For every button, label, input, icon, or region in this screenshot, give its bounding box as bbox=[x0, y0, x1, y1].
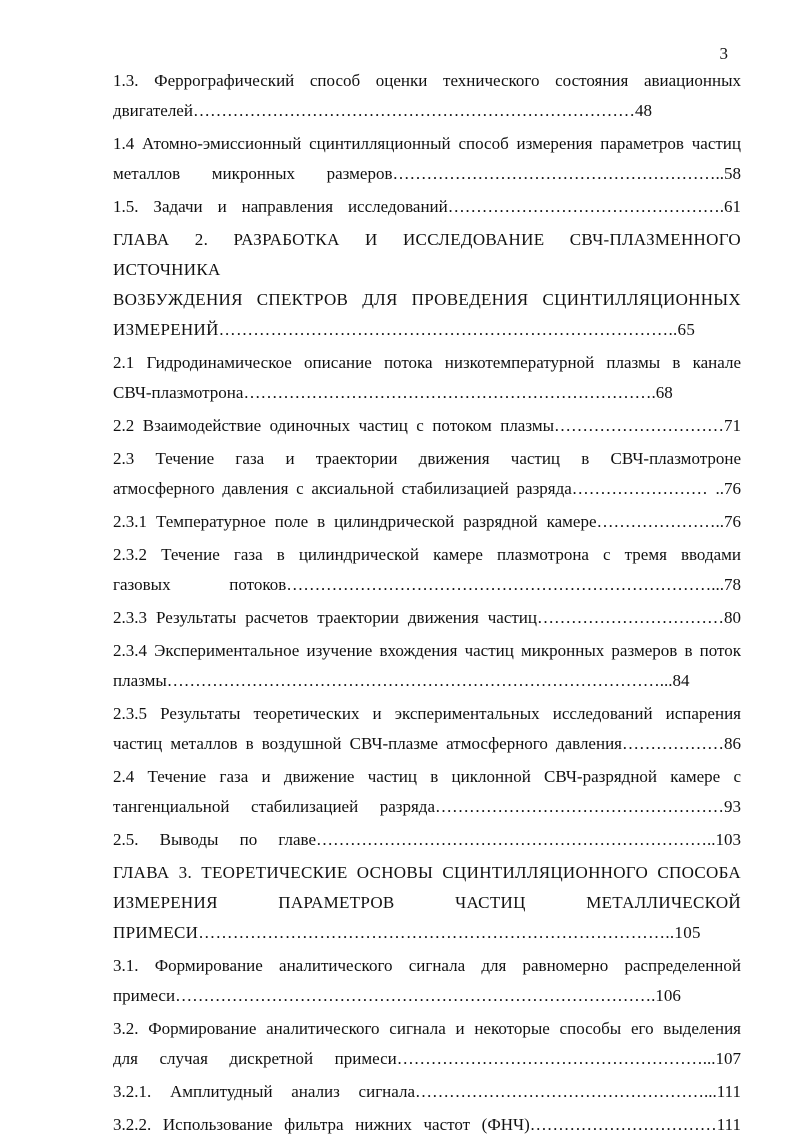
toc-entry-line: для случая дискретной примеси………………………………………………...107 bbox=[113, 1049, 741, 1068]
toc-chapter-line: ИЗМЕРЕНИЙ……………………………………………………………………..65 bbox=[113, 320, 696, 339]
toc-entry-line: 2.1 Гидродинамическое описание потока низкотемпературной плазмы в канале bbox=[113, 353, 741, 372]
page-number: 3 bbox=[719, 44, 728, 63]
toc-chapter-line: ВОЗБУЖДЕНИЯ СПЕКТРОВ ДЛЯ ПРОВЕДЕНИЯ СЦИНТИЛЛЯЦИОННЫХ bbox=[113, 290, 741, 309]
toc-chapter-line: ИЗМЕРЕНИЯ ПАРАМЕТРОВ ЧАСТИЦ МЕТАЛЛИЧЕСКОЙ bbox=[113, 893, 741, 912]
toc-entry-line: атмосферного давления с аксиальной стабилизацией разряда…………………… ..76 bbox=[113, 479, 741, 498]
toc-entry-line: газовых потоков…………………………………………………………………...78 bbox=[113, 575, 741, 594]
toc-chapter-line: ГЛАВА 2. РАЗРАБОТКА И ИССЛЕДОВАНИЕ СВЧ-ПЛАЗМЕННОГО ИСТОЧНИКА bbox=[113, 230, 741, 279]
toc-entry-line: тангенциальной стабилизацией разряда……………………………………………93 bbox=[113, 797, 741, 816]
table-of-contents bbox=[113, 66, 741, 1140]
toc-entry-line: 2.3.4 Экспериментальное изучение вхождения частиц микронных размеров в поток bbox=[113, 641, 741, 660]
toc-entry-line: 1.4 Атомно-эмиссионный сцинтилляционный способ измерения параметров частиц bbox=[113, 134, 741, 153]
toc-entry-line: 2.3.3 Результаты расчетов траектории движения частиц……………………………80 bbox=[113, 608, 741, 627]
toc-entry-line: металлов микронных размеров…………………………………………………..58 bbox=[113, 164, 741, 183]
toc-entry-line: 2.5. Выводы по главе……………………………………………………………..103 bbox=[113, 830, 741, 849]
toc-entry-line: 3.2.2. Использование фильтра нижних частот (ФНЧ)……………………………111 bbox=[113, 1115, 741, 1134]
toc-entry-line: 2.3.1 Температурное поле в цилиндрической разрядной камере…………………..76 bbox=[113, 512, 741, 531]
toc-chapter-line: ГЛАВА 3. ТЕОРЕТИЧЕСКИЕ ОСНОВЫ СЦИНТИЛЛЯЦИОННОГО СПОСОБА bbox=[113, 863, 741, 882]
toc-entry-line: двигателей……………………………………………………………………48 bbox=[113, 101, 652, 120]
toc-entry-line: 3.1. Формирование аналитического сигнала для равномерно распределенной bbox=[113, 956, 741, 975]
toc-entry-line: 2.3.5 Результаты теоретических и экспериментальных исследований испарения bbox=[113, 704, 741, 723]
toc-entry-line: примеси………………………………………………………………………….106 bbox=[113, 986, 681, 1005]
toc-entry-line: 2.2 Взаимодействие одиночных частиц с потоком плазмы…………………………71 bbox=[113, 416, 741, 435]
toc-entry-line: 2.3.2 Течение газа в цилиндрической камере плазмотрона с тремя вводами bbox=[113, 545, 741, 564]
toc-entry-line: 1.5. Задачи и направления исследований………………………………………….61 bbox=[113, 197, 741, 216]
toc-entry-line: 2.3 Течение газа и траектории движения частиц в СВЧ-плазмотроне bbox=[113, 449, 741, 468]
toc-entry-line: плазмы……………………………………………………………………………...84 bbox=[113, 671, 690, 690]
toc-entry-line: 3.2. Формирование аналитического сигнала и некоторые способы его выделения bbox=[113, 1019, 741, 1038]
toc-chapter-line: ПРИМЕСИ………………………………………………………………………..105 bbox=[113, 923, 701, 942]
toc-entry-line: 3.2.1. Амплитудный анализ сигнала……………………………………………...111 bbox=[113, 1082, 741, 1101]
toc-entry-line: частиц металлов в воздушной СВЧ-плазме атмосферного давления………………86 bbox=[113, 734, 741, 753]
toc-entry-line: 2.4 Течение газа и движение частиц в циклонной СВЧ-разрядной камере с bbox=[113, 767, 741, 786]
toc-entry-line: 1.3. Феррографический способ оценки технического состояния авиационных bbox=[113, 71, 741, 90]
toc-entry-line: СВЧ-плазмотрона……………………………………………………………….68 bbox=[113, 383, 673, 402]
